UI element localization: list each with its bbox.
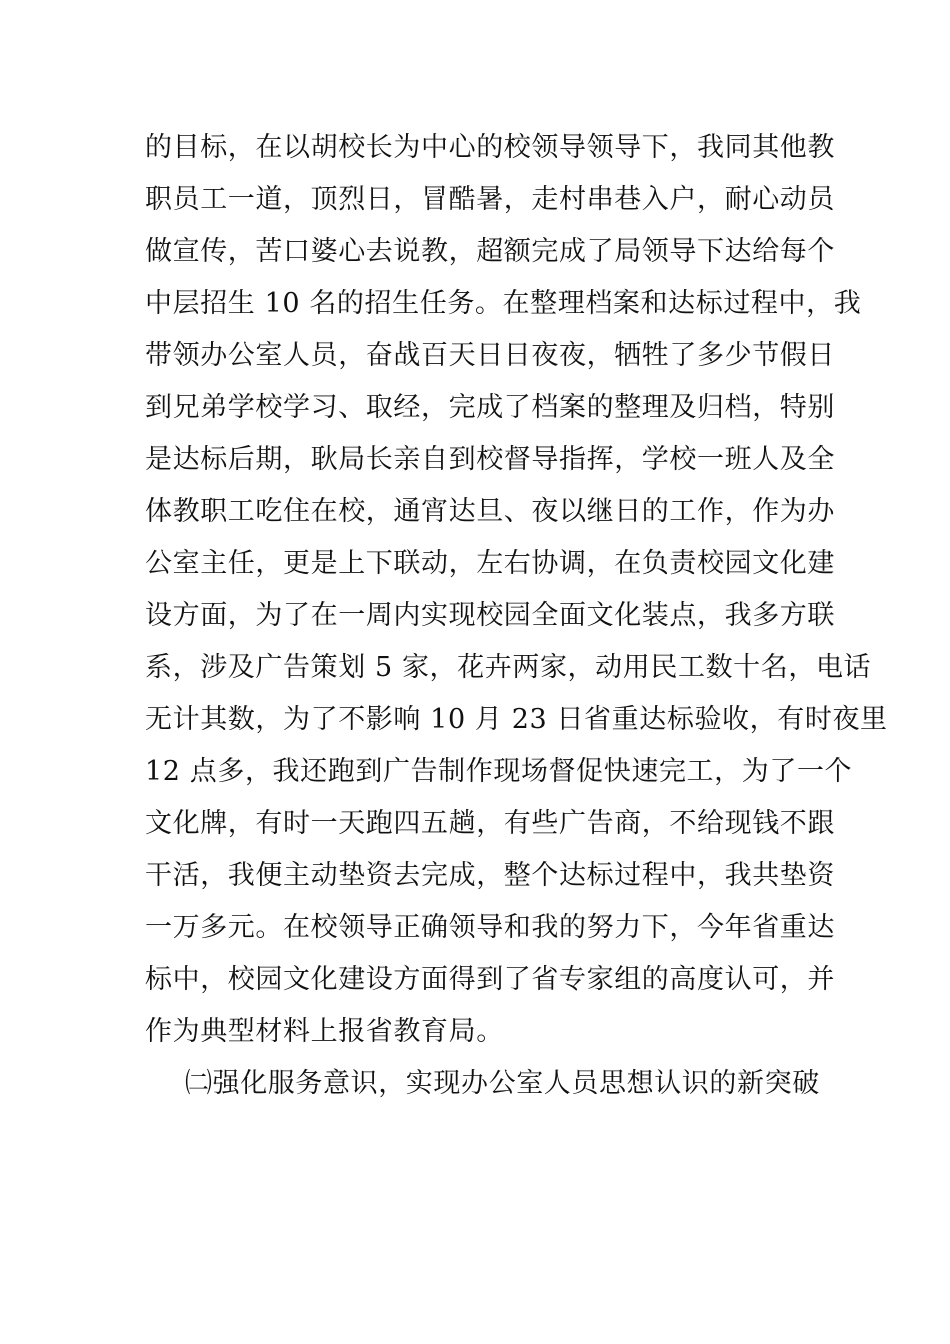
paragraph-line: 一万多元。在校领导正确领导和我的努力下，今年省重达	[145, 912, 835, 943]
paragraph-line: 职员工一道，顶烈日，冒酷暑，走村串巷入户，耐心动员	[145, 184, 835, 215]
paragraph-line: 作为典型材料上报省教育局。	[145, 1016, 504, 1047]
paragraph-line: 中层招生 10 名的招生任务。在整理档案和达标过程中，我	[145, 288, 862, 319]
paragraph-line: 12 点多，我还跑到广告制作现场督促快速完工，为了一个	[145, 756, 853, 787]
paragraph-line: 的目标，在以胡校长为中心的校领导领导下，我同其他教	[145, 132, 835, 163]
paragraph-line: 无计其数，为了不影响 10 月 23 日省重达标验收，有时夜里	[145, 704, 888, 735]
paragraph-line: 干活，我便主动垫资去完成，整个达标过程中，我共垫资	[145, 860, 835, 891]
paragraph-line: 设方面，为了在一周内实现校园全面文化装点，我多方联	[145, 600, 835, 631]
section-heading: ㈡强化服务意识，实现办公室人员思想认识的新突破	[185, 1068, 820, 1099]
paragraph-line: 带领办公室人员，奋战百天日日夜夜，牺牲了多少节假日	[145, 340, 835, 371]
paragraph-line: 公室主任，更是上下联动，左右协调，在负责校园文化建	[145, 548, 835, 579]
paragraph-line: 体教职工吃住在校，通宵达旦、夜以继日的工作，作为办	[145, 496, 835, 527]
paragraph-line: 到兄弟学校学习、取经，完成了档案的整理及归档，特别	[145, 392, 835, 423]
paragraph-line: 文化牌，有时一天跑四五趟，有些广告商，不给现钱不跟	[145, 808, 835, 839]
paragraph-line: 是达标后期，耿局长亲自到校督导指挥，学校一班人及全	[145, 444, 835, 475]
paragraph-line: 做宣传，苦口婆心去说教，超额完成了局领导下达给每个	[145, 236, 835, 267]
paragraph-line: 标中，校园文化建设方面得到了省专家组的高度认可，并	[145, 964, 835, 995]
paragraph-line: 系，涉及广告策划 5 家，花卉两家，动用民工数十名，电话	[145, 652, 872, 683]
